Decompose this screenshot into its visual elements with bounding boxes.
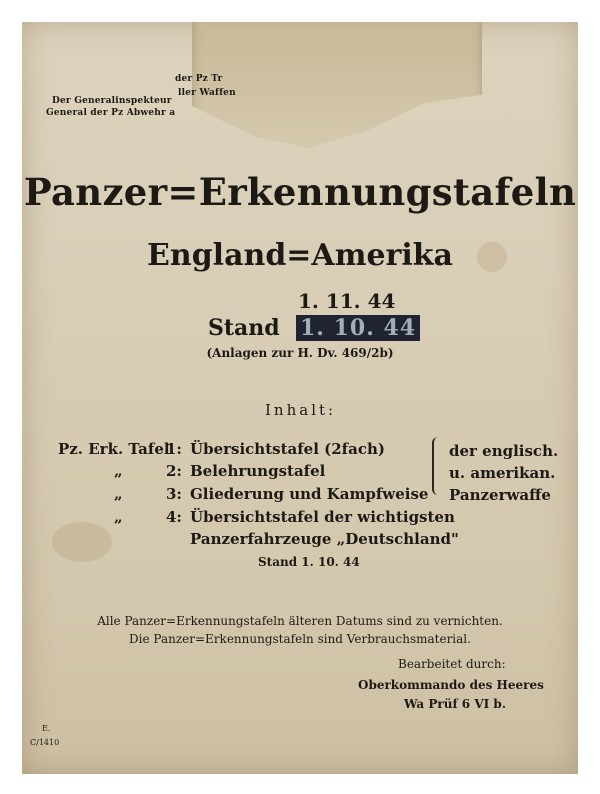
- contents-prefix: Pz. Erk. Tafel: [58, 440, 170, 458]
- page-title: Panzer=Erkennungstafeln: [23, 170, 577, 214]
- page-subtitle: England=Amerika: [147, 238, 453, 273]
- contents-num: 2:: [166, 462, 182, 480]
- header-left-line2: General der Pz Abwehr a: [46, 108, 176, 118]
- header-right-line1: der Pz Tr: [175, 74, 223, 84]
- editor-label: Bearbeitet durch:: [398, 657, 506, 671]
- contents-item: Belehrungstafel: [190, 462, 326, 480]
- brace-text: u. amerikan.: [449, 464, 556, 482]
- notice-destroy: Alle Panzer=Erkennungstafeln älteren Datums sind zu vernichten.: [97, 614, 503, 628]
- editor-org: Oberkommando des Heeres: [358, 678, 544, 692]
- header-right-line2: ller Waffen: [178, 88, 236, 98]
- contents-num: 4:: [166, 508, 182, 526]
- editor-dept: Wa Prüf 6 VI b.: [404, 697, 506, 711]
- stain: [52, 522, 112, 562]
- stamp-line1: E.: [42, 724, 51, 733]
- contents-item: Gliederung und Kampfweise: [190, 485, 429, 503]
- contents-item-continued: Panzerfahrzeuge „Deutschland": [190, 530, 459, 548]
- contents-num: 1:: [166, 440, 182, 458]
- annex-note: (Anlagen zur H. Dv. 469/2b): [206, 346, 394, 360]
- contents-prefix: „: [114, 485, 123, 503]
- contents-prefix: „: [114, 508, 123, 526]
- contents-prefix: „: [114, 462, 123, 480]
- contents-heading: Inhalt:: [265, 401, 337, 419]
- contents-stand: Stand 1. 10. 44: [258, 555, 360, 569]
- stand-label: Stand: [208, 315, 280, 341]
- contents-item: Übersichtstafel (2fach): [190, 440, 385, 458]
- date-old-obscured: 1. 10. 44: [296, 315, 420, 341]
- contents-brace: [432, 437, 442, 495]
- contents-num: 3:: [166, 485, 182, 503]
- brace-text: der englisch.: [449, 442, 559, 460]
- date-new: 1. 11. 44: [298, 289, 396, 313]
- header-left-line1: Der Generalinspekteur: [52, 96, 172, 106]
- stamp-line2: C/1410: [30, 738, 60, 747]
- brace-text: Panzerwaffe: [449, 486, 551, 504]
- contents-item: Übersichtstafel der wichtigsten: [190, 508, 455, 526]
- notice-consumable: Die Panzer=Erkennungstafeln sind Verbrauchsmaterial.: [129, 632, 471, 646]
